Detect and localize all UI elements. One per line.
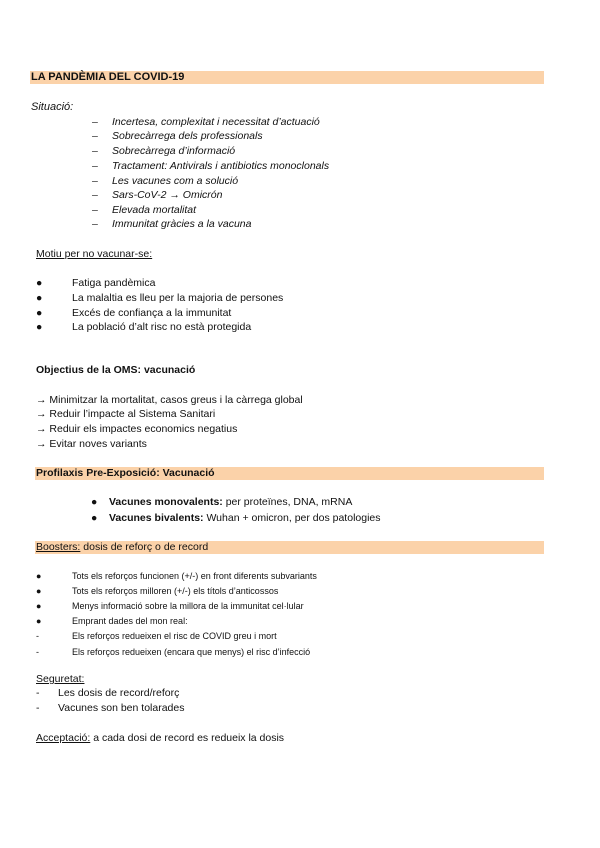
boosters-heading: Boosters: dosis de reforç o de record: [36, 541, 209, 553]
list-item: ● Menys informació sobre la millora de la immunitat cel·lular: [36, 601, 304, 611]
list-item: ● Vacunes monovalents: per proteïnes, DNA, mRNA: [91, 496, 353, 508]
acceptacio-line: Acceptació: a cada dosi de record es redueix la dosis: [36, 732, 285, 744]
list-item: ● Emprant dades del mon real:: [36, 616, 188, 626]
list-item: – Sobrecàrrega dels professionals: [92, 130, 263, 142]
seguretat-heading: Seguretat:: [36, 673, 85, 685]
list-item: – Tractament: Antivirals i antibiotics monoclonals: [92, 160, 330, 172]
objectius-heading: Objectius de la OMS: vacunació: [36, 364, 196, 376]
list-item: – Immunitat gràcies a la vacuna: [92, 218, 252, 230]
list-item: - Les dosis de record/reforç: [36, 687, 180, 699]
list-item: ● Tots els reforços funcionen (+/-) en front diferents subvariants: [36, 571, 317, 581]
list-item: - Vacunes son ben tolarades: [36, 702, 185, 714]
list-item: → Minimitzar la mortalitat, casos greus i la càrrega global: [36, 394, 303, 406]
list-item: ● Excés de confiança a la immunitat: [36, 307, 232, 319]
situacio-label: Situació:: [31, 101, 74, 113]
list-item: → Reduir l’impacte al Sistema Sanitari: [36, 408, 216, 420]
list-item: ● La població d’alt risc no està protegida: [36, 321, 252, 333]
profilaxis-heading: Profilaxis Pre-Exposició: Vacunació: [36, 467, 215, 479]
list-item: ● Tots els reforços milloren (+/-) els títols d’anticossos: [36, 586, 279, 596]
motiu-heading: Motiu per no vacunar-se:: [36, 248, 153, 260]
list-item: ● La malaltia es lleu per la majoria de persones: [36, 292, 284, 304]
list-item: → Evitar noves variants: [36, 438, 147, 450]
list-item: – Sobrecàrrega d’informació: [92, 145, 236, 157]
list-item: – Incertesa, complexitat i necessitat d’actuació: [92, 116, 320, 128]
page-title: LA PANDÈMIA DEL COVID-19: [31, 71, 185, 83]
list-item: → Reduir els impactes economics negatius: [36, 423, 238, 435]
list-item: – Elevada mortalitat: [92, 204, 197, 216]
list-item: ● Vacunes bivalents: Wuhan + omicron, per dos patologies: [91, 512, 381, 524]
list-item: – Les vacunes com a solució: [92, 175, 239, 187]
list-item: - Els reforços redueixen el risc de COVID greu i mort: [36, 631, 277, 641]
list-item: ● Fatiga pandèmica: [36, 277, 156, 289]
list-item: – Sars-CoV-2 → Omicrón: [92, 189, 223, 201]
list-item: - Els reforços redueixen (encara que menys) el risc d’infecció: [36, 647, 311, 657]
